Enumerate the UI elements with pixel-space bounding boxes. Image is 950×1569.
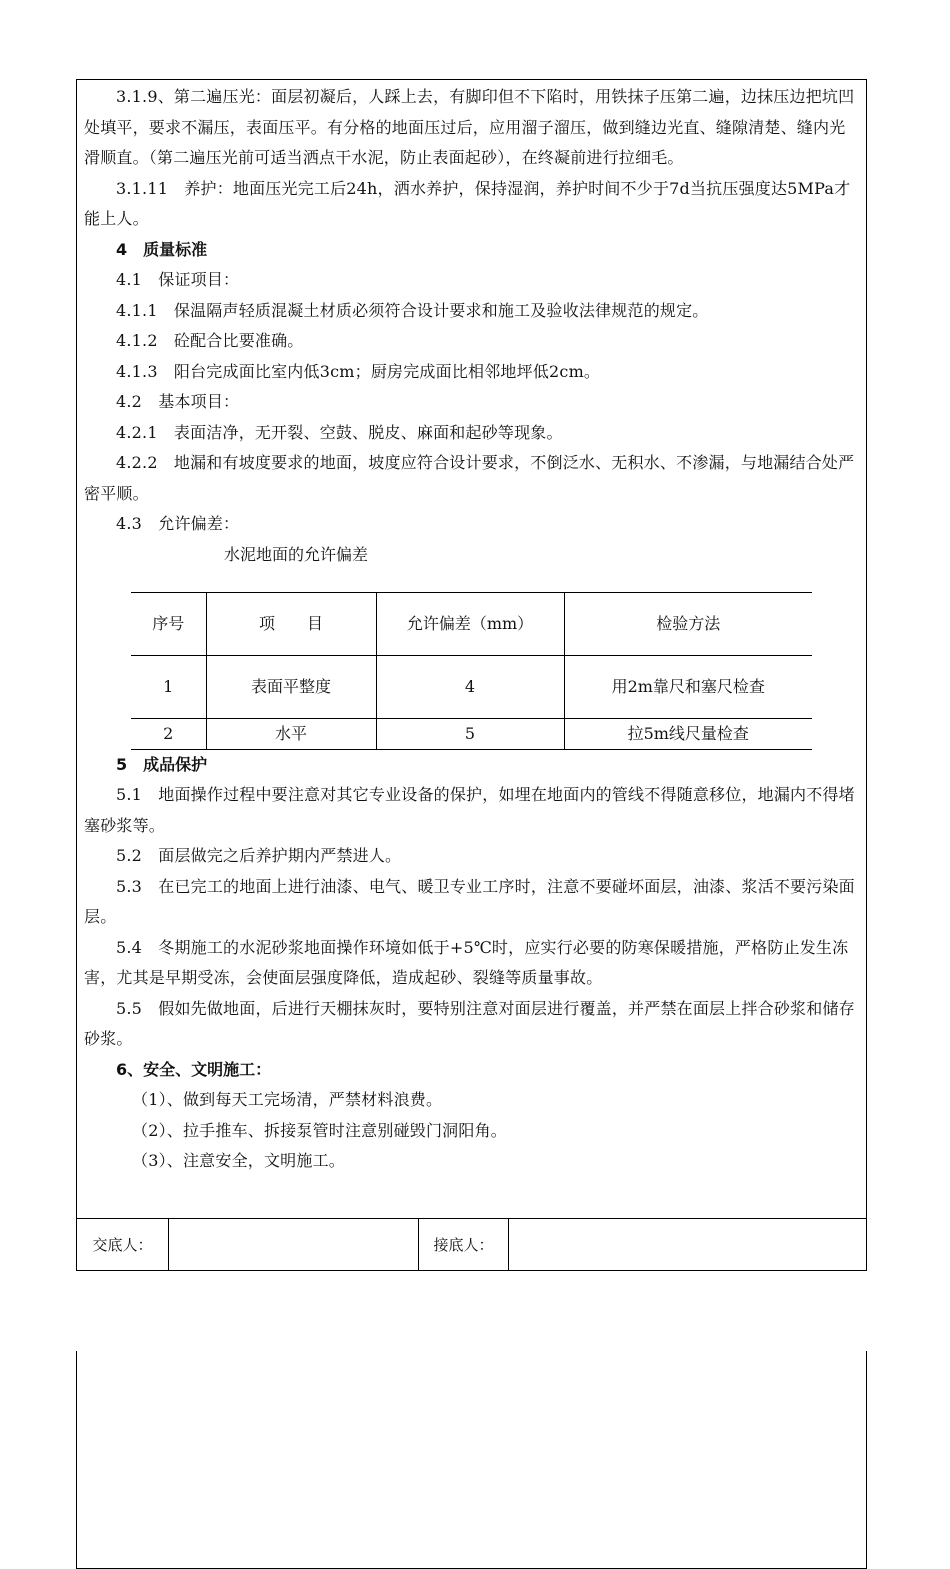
- paragraph-4-3: 4.3 允许偏差：: [116, 514, 240, 533]
- header-item: 项 目: [206, 593, 376, 656]
- paragraph-5-3: 5.3 在已完工的地面上进行油漆、电气、暖卫专业工序时，注意不要碰坏面层，油漆、浆活不要污染面层。: [84, 876, 855, 926]
- table-header-row: [131, 593, 812, 656]
- header-deviation: 允许偏差（mm）: [376, 593, 564, 656]
- safety-item-3: （3）、注意安全，文明施工。: [132, 1151, 345, 1170]
- table-caption: 水泥地面的允许偏差: [224, 544, 369, 564]
- paragraph-4-2-2: 4.2.2 地漏和有坡度要求的地面，坡度应符合设计要求，不倒泛水、无积水、不渗漏，与地漏结合处严密平顺。: [84, 453, 855, 503]
- signature-row: [76, 1218, 867, 1271]
- safety-item-2: （2）、拉手推车、拆接泵管时注意别碰毁门洞阳角。: [132, 1120, 507, 1140]
- safety-item-1: （1）、做到每天工完场清，严禁材料浪费。: [132, 1090, 443, 1109]
- paragraph-5-2: 5.2 面层做完之后养护期内严禁进人。: [116, 846, 402, 865]
- paragraph-4-1-2: 4.1.2 砼配合比要准确。: [116, 331, 304, 350]
- paragraph-5-5: 5.5 假如先做地面，后进行天棚抹灰时，要特别注意对面层进行覆盖，并严禁在面层上拌合砂浆和储存砂浆。: [84, 998, 855, 1048]
- table-cell: 表面平整度: [206, 656, 376, 719]
- deviation-table: [131, 592, 812, 750]
- paragraph-4-2: 4.2 基本项目：: [116, 392, 240, 411]
- heading-product-protection: 5 成品保护: [116, 754, 208, 774]
- paragraph-4-1: 4.1 保证项目：: [116, 270, 240, 289]
- paragraph-4-1-1: 4.1.1 保温隔声轻质混凝土材质必须符合设计要求和施工及验收法律规范的规定。: [116, 300, 709, 320]
- table-row: [131, 656, 812, 719]
- table-cell: 5: [376, 719, 564, 750]
- paragraph-3-1-9: 3.1.9、第二遍压光：面层初凝后，人踩上去，有脚印但不下陷时，用铁抹子压第二遍，边抹压边把坑凹处填平，要求不漏压，表面压平。有分格的地面压过后，应用溜子溜压，做到缝边光直、缝隙清楚、缝内光滑顺直。（第二遍压光前可适当洒点干水泥，防止表面起砂），在终凝前进行拉细毛。: [84, 87, 855, 167]
- giver-field[interactable]: [169, 1219, 419, 1270]
- header-index: 序号: [131, 593, 206, 656]
- paragraph-5-1: 5.1 地面操作过程中要注意对其它专业设备的保护，如埋在地面内的管线不得随意移位，地漏内不得堵塞砂浆等。: [84, 785, 855, 835]
- receiver-label: 接底人：: [419, 1219, 509, 1270]
- heading-quality-standard: 4 质量标准: [116, 239, 208, 259]
- paragraph-3-1-11: 3.1.11 养护：地面压光完工后24h，洒水养护，保持湿润，养护时间不少于7d当抗压强度达5MPa才能上人。: [84, 178, 851, 228]
- paragraph-4-1-3: 4.1.3 阳台完成面比室内低3cm；厨房完成面比相邻地坪低2cm。: [116, 361, 601, 381]
- table-cell: 用2m靠尺和塞尺检查: [564, 656, 812, 719]
- paragraph-4-2-1: 4.2.1 表面洁净，无开裂、空鼓、脱皮、麻面和起砂等现象。: [116, 422, 563, 442]
- table-cell: 2: [131, 719, 206, 750]
- table-cell: 4: [376, 656, 564, 719]
- paragraph-5-4: 5.4 冬期施工的水泥砂浆地面操作环境如低于+5℃时，应实行必要的防寒保暖措施，严格防止发生冻害，尤其是早期受冻，会使面层强度降低，造成起砂、裂缝等质量事故。: [84, 937, 849, 987]
- page-bottom-margin: [76, 1271, 876, 1351]
- table-cell: 水平: [206, 719, 376, 750]
- table-row: [131, 719, 812, 750]
- table-cell: 拉5m线尺量检查: [564, 719, 812, 750]
- header-method: 检验方法: [564, 593, 812, 656]
- table-cell: 1: [131, 656, 206, 719]
- giver-label: 交底人：: [77, 1219, 169, 1270]
- heading-safety: 6、安全、文明施工：: [116, 1059, 272, 1079]
- receiver-field[interactable]: [509, 1219, 866, 1270]
